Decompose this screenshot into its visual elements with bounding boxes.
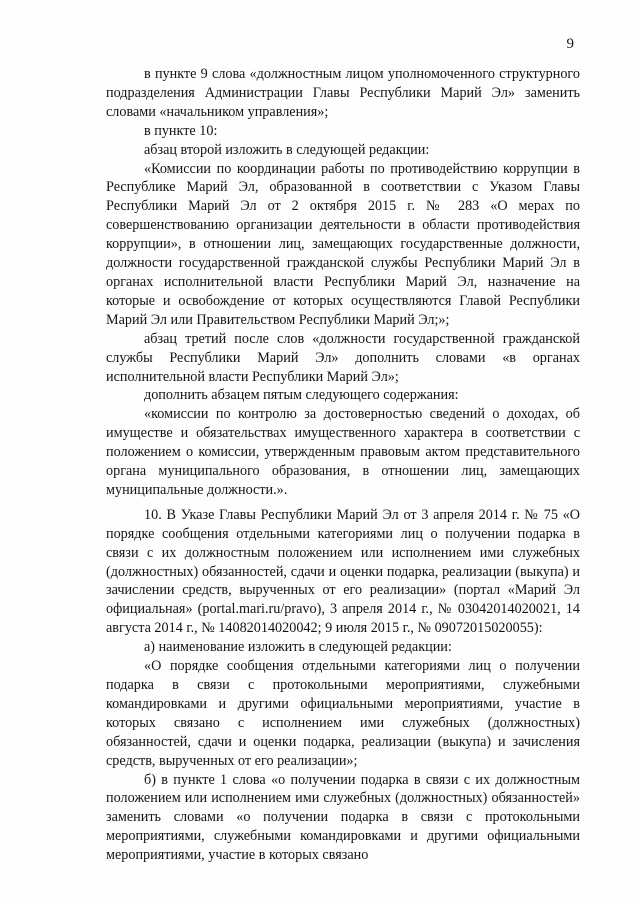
paragraph-fifth-paragraph-instruction: дополнить абзацем пятым следующего содержания: bbox=[144, 387, 459, 404]
paragraph-item-a: а) наименование изложить в следующей редакции: bbox=[144, 639, 452, 656]
paragraph-third-paragraph-amendment: абзац третий после слов «должности государственной гражданской службы Республики Марий Эл» дополнить словами «в органах исполнительной власти Республики Марий Эл»; bbox=[106, 330, 580, 385]
paragraph-item-b: б) в пункте 1 слова «о получении подарка в связи с их должностным положением или исполнением ими служебных (должностных) обязанностей» заменить словами «о получении подарка в связи с протокольными мероприятиями, служебными командировками и другими официальными мероприятиями, участие в которых связано bbox=[106, 771, 580, 864]
paragraph-new-title-quote: «О порядке сообщения отдельными категориями лиц о получении подарка в связи с протокольными мероприятиями, служебными командировками и другими официальными мероприятиями, участие в которых связано с исполнением ими служебных (должностных) обязанностей, сдачи и оценки подарка, реализации (выкупа) и зачисления средств, вырученных от его реализации»; bbox=[106, 658, 580, 769]
paragraph-section-10: 10. В Указе Главы Республики Марий Эл от 3 апреля 2014 г. № 75 «О порядке сообщения отдельными категориями лиц о получении подарка в связи с их должностным положением или исполнением ими служебных (должностных) обязанностей, сдачи и оценки подарка, реализации (выкупа) и зачислении средств, вырученных от его реализации» (портал «Марий Эл официальная» (portal.mari.ru/pravo), 3 апреля 2014 г., № 03042014020021, 14 августа 2014 г., № 14082014020042; 9 июля 2015 г., № 09072015020055): bbox=[106, 506, 580, 637]
paragraph-commission-quote: «Комиссии по координации работы по противодействию коррупции в Республике Марий Эл, образованной в соответствии с Указом Главы Республики Марий Эл от 2 октября 2015 г. № 283 «О мерах по совершенствованию организации деятельности в области противодействия коррупции», в отношении лиц, замещающих государственные должности, должности государственной гражданской службы Республики Марий Эл в органах исполнительной власти Республики Марий Эл, назначение на которые и освобождение от которых осуществляются Главой Республики Марий Эл или Правительством Республики Марий Эл;»; bbox=[106, 160, 580, 328]
paragraph-item-9-amendment: в пункте 9 слова «должностным лицом уполномоченного структурного подразделения Администрации Главы Республики Марий Эл» заменить словами «начальником управления»; bbox=[106, 66, 580, 120]
paragraph-second-paragraph-instruction: абзац второй изложить в следующей редакции: bbox=[144, 141, 430, 158]
document-body bbox=[106, 65, 580, 865]
page-number: 9 bbox=[566, 36, 574, 52]
paragraph-control-commission-quote: «комиссии по контролю за достоверностью сведений о доходах, об имуществе и обязательствах имущественного характера в соответствии с положением о комиссии, утвержденным правовым актом представительного органа муниципального образования, в отношении лиц, замещающих муниципальные должности.». bbox=[106, 406, 580, 498]
paragraph-item-10-heading: в пункте 10: bbox=[144, 122, 218, 139]
